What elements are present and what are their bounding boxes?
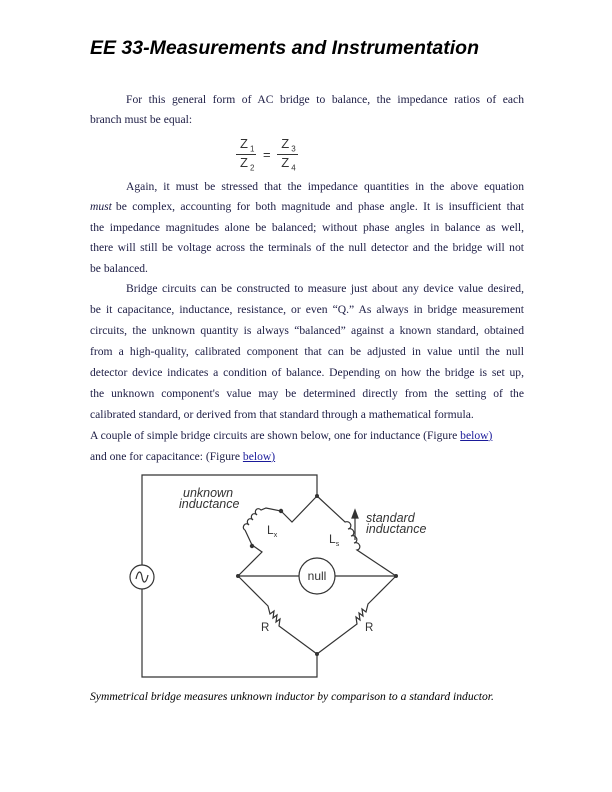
figure-caption: Symmetrical bridge measures unknown inductor by comparison to a standard inductor. xyxy=(90,690,494,703)
node xyxy=(236,574,240,578)
text-line: Again, it must be stressed that the impedance quantities in the above equation xyxy=(126,180,524,193)
inductor-lx xyxy=(238,496,317,576)
label-r-right: R xyxy=(365,622,374,634)
resistor-right xyxy=(317,576,396,654)
label-standard: standard xyxy=(366,511,415,525)
text-span: and one for capacitance: (Figure xyxy=(90,450,240,463)
text-line: the unknown component's value may be determined directly from the setting of the xyxy=(90,387,524,400)
page-title: EE 33-Measurements and Instrumentation xyxy=(90,37,480,59)
label-ls: $L_s$ xyxy=(329,532,340,548)
text-line: detector device indicates a condition of balance. Depending on how the bridge is set up, xyxy=(90,366,524,379)
figure-link-paren[interactable]: ) xyxy=(271,450,276,463)
label-unknown: unknown xyxy=(183,486,234,500)
text-line: calibrated standard, or derived from that standard through a mathematical formula. xyxy=(90,408,474,421)
terminal-dot xyxy=(250,544,253,547)
text-line: For this general form of AC bridge to balance, the impedance ratios of each xyxy=(126,93,524,106)
node xyxy=(315,494,319,498)
arrow-head xyxy=(352,510,358,518)
label-standard-inductance: inductance xyxy=(366,522,427,536)
text-line: from a high-quality, calibrated component that can be adjusted in value until the null xyxy=(90,345,524,358)
text-span: be complex, accounting for both magnitude and phase angle. It is insufficient that xyxy=(115,200,524,213)
text-line: circuits, the unknown quantity is always “balanced” against a known standard, obtained xyxy=(90,324,524,337)
label-lx: $L_x$ xyxy=(267,523,278,539)
text-line: the impedance magnitudes alone be balanced; without phase angles in balance as well, xyxy=(90,221,524,234)
label-null: null xyxy=(307,569,327,583)
text-line: Bridge circuits can be constructed to measure just about any device value desired, xyxy=(126,282,524,295)
balance-equation: $\frac{Z _1}{Z _2}$ = $\frac{Z _3}{Z _4}$ xyxy=(236,136,298,172)
emphasis: must xyxy=(90,200,112,213)
node xyxy=(315,652,319,656)
terminal-dot xyxy=(279,509,282,512)
text-line: branch must be equal: xyxy=(90,113,193,126)
resistor-left xyxy=(238,576,317,654)
node xyxy=(394,574,398,578)
text-line: there will still be voltage across the terminals of the null detector and the bridge will not xyxy=(90,241,524,254)
figure-link-paren[interactable]: ) xyxy=(488,429,493,442)
text-span: A couple of simple bridge circuits are shown below, one for inductance (Figure xyxy=(90,429,458,442)
figure-link[interactable]: below xyxy=(460,429,489,442)
label-r-left: R xyxy=(261,622,270,634)
text-line: be it capacitance, inductance, resistance, or even “Q.” As always in bridge measurement xyxy=(90,303,524,316)
label-unknown-inductance: inductance xyxy=(179,497,240,511)
sine-glyph xyxy=(136,572,148,582)
figure-link[interactable]: below xyxy=(242,450,272,463)
text-line: be balanced. xyxy=(90,262,148,275)
